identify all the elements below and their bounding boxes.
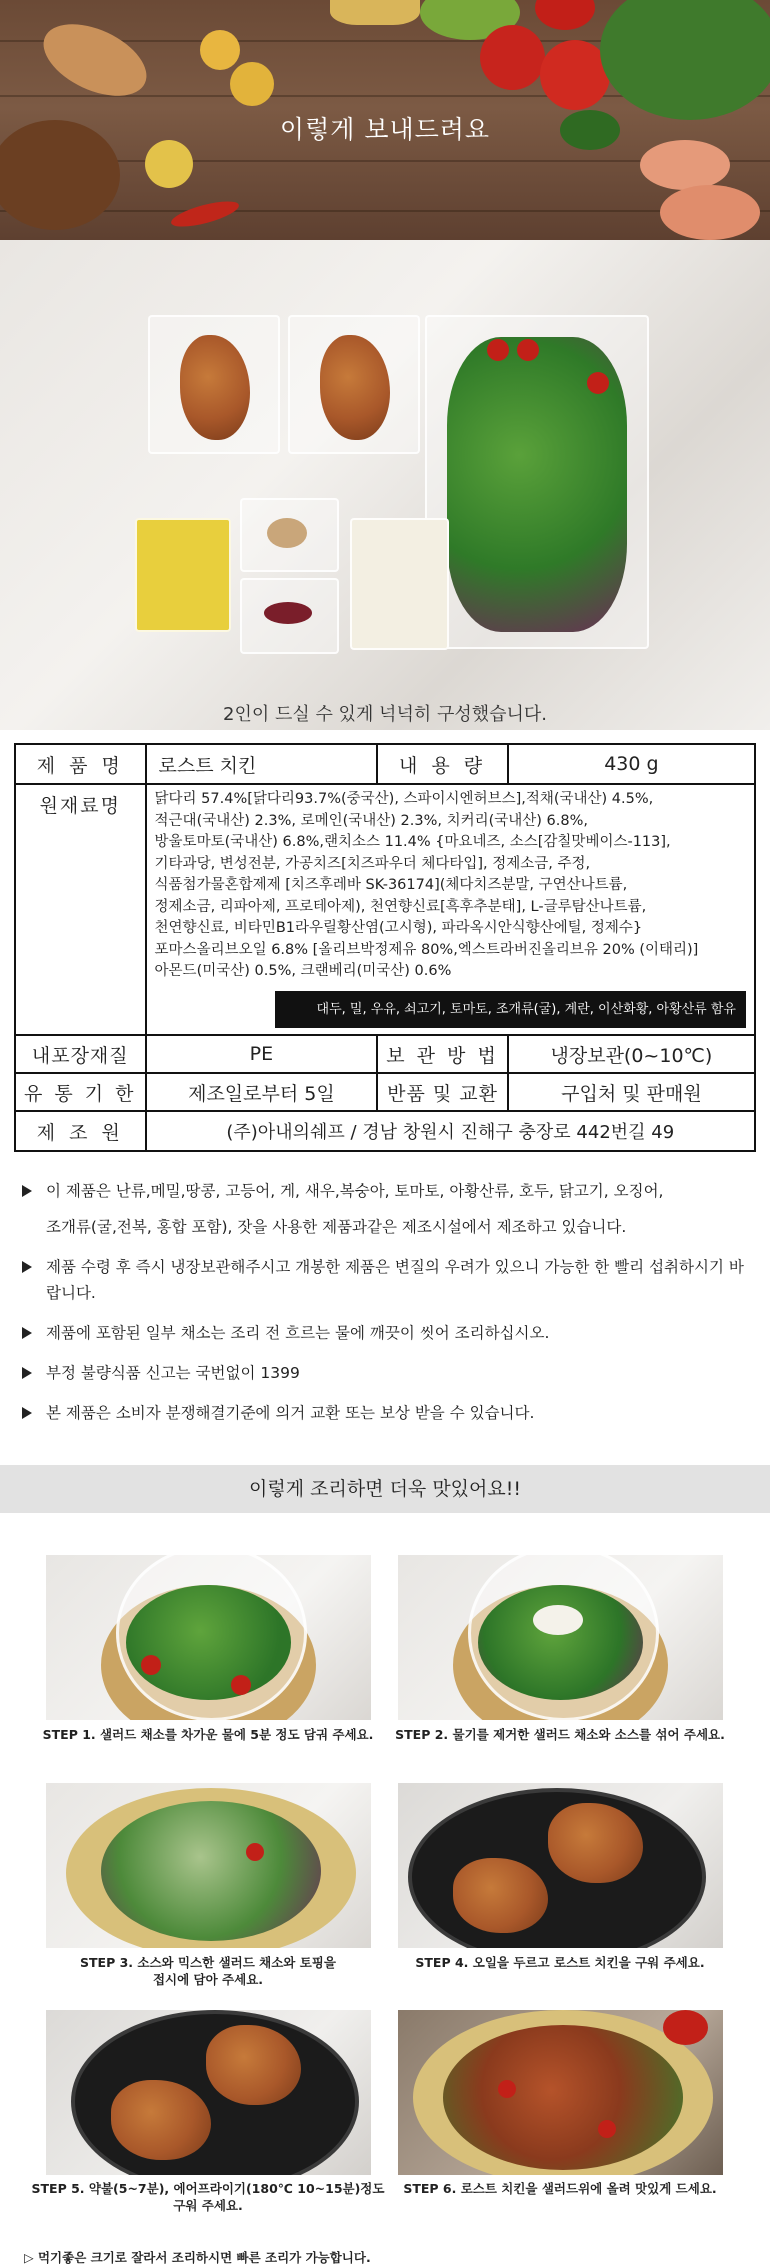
pepper-icon bbox=[330, 0, 420, 25]
step-4-caption: STEP 4. 오일을 두르고 로스트 치킨을 구워 주세요. bbox=[415, 1955, 705, 1970]
ingredients-line: 방울토마토(국내산) 6.8%,랜치소스 11.4% {마요네즈, 소스[감칠맛베이스-113], bbox=[154, 834, 671, 850]
tomato-icon bbox=[480, 25, 545, 90]
packaging-value: PE bbox=[146, 1035, 378, 1073]
packaging-label: 내포장재질 bbox=[15, 1035, 146, 1073]
notice-text: 부정 불량식품 신고는 국번없이 1399 bbox=[46, 1364, 300, 1382]
header-title: 이렇게 보내드려요 bbox=[279, 115, 491, 144]
sauce-pack-yellow bbox=[135, 518, 231, 632]
storage-label: 보 관 방 법 bbox=[377, 1035, 508, 1073]
expiry-value: 제조일로부터 5일 bbox=[146, 1073, 378, 1111]
storage-value: 냉장보관(0~10℃) bbox=[508, 1035, 755, 1073]
ingredients-line: 기타과당, 변성전분, 가공치즈[치즈파우더 체다타입], 정제소금, 주정, bbox=[154, 855, 591, 872]
shrimp-icon bbox=[660, 185, 760, 240]
lemon-icon bbox=[145, 140, 193, 188]
ingredients-cell bbox=[146, 784, 755, 1035]
refund-value: 구입처 및 판매원 bbox=[508, 1073, 755, 1111]
notice-item bbox=[22, 1320, 757, 1346]
ingredients-line: 정제소금, 리파아제, 프로테아제), 천연향신료[흑후추분태], L-글루탐산나트륨, bbox=[154, 898, 647, 915]
refund-label: 반품 및 교환 bbox=[377, 1073, 508, 1111]
bullet-triangle-icon bbox=[22, 1261, 32, 1273]
herb-icon bbox=[600, 0, 770, 120]
tomato-icon bbox=[535, 0, 595, 30]
step-2-image bbox=[398, 1555, 723, 1720]
cooking-banner bbox=[0, 1465, 770, 1513]
cranberry-pack bbox=[240, 578, 339, 654]
table-row bbox=[15, 1073, 755, 1111]
step-5-caption: STEP 5. 약불(5~7분), 에어프라이기(180℃ 10~15분)정도 구워 주세요. bbox=[31, 2181, 385, 2213]
notice-text: 본 제품은 소비자 분쟁해결기준에 의거 교환 또는 보상 받을 수 있습니다. bbox=[46, 1404, 535, 1422]
bullet-triangle-icon bbox=[22, 1327, 32, 1339]
chicken-pack bbox=[288, 315, 420, 454]
step-3-caption: STEP 3. 소스와 믹스한 샐러드 채소와 토핑을 접시에 담아 주세요. bbox=[80, 1955, 336, 1987]
notice-text: 이 제품은 난류,메밀,땅콩, 고등어, 게, 새우,복숭아, 토마토, 아황산류, 호두, 닭고기, 오징어, bbox=[46, 1182, 664, 1200]
table-row bbox=[15, 1035, 755, 1073]
photo-caption: 2인이 드실 수 있게 넉넉히 구성했습니다. bbox=[223, 704, 547, 725]
product-name-value: 로스트 치킨 bbox=[146, 744, 378, 784]
ingredients-label: 원재료명 bbox=[15, 784, 146, 1035]
step-1-image bbox=[46, 1555, 371, 1720]
product-name-label: 제 품 명 bbox=[15, 744, 146, 784]
ingredients-line: 적근대(국내산) 2.3%, 로메인(국내산) 2.3%, 치커리(국내산) 6.8%, bbox=[154, 812, 588, 829]
product-info-table bbox=[14, 743, 756, 1152]
step-4-image bbox=[398, 1783, 723, 1948]
step-6-image bbox=[398, 2010, 723, 2175]
notice-item bbox=[22, 1400, 757, 1426]
notice-item bbox=[22, 1178, 757, 1240]
step-2-caption: STEP 2. 물기를 제거한 샐러드 채소와 소스를 섞어 주세요. bbox=[395, 1727, 725, 1742]
cooking-footnote: ▷ 먹기좋은 크기로 잘라서 조리하시면 빠른 조리가 가능합니다. bbox=[24, 2250, 371, 2265]
allergy-notice: 대두, 밀, 우유, 쇠고기, 토마토, 조개류(굴), 계란, 이산화황, 아황산류 함유 bbox=[275, 991, 746, 1029]
chili-icon bbox=[169, 196, 241, 232]
product-photo bbox=[0, 240, 770, 730]
lemon-icon bbox=[230, 62, 274, 106]
chicken-pack bbox=[148, 315, 280, 454]
notice-item bbox=[22, 1254, 757, 1306]
ingredients-line: 천연향신료, 비타민B1라우릴황산염(고시형), 파라옥시안식향산에틸, 정제수} bbox=[154, 920, 643, 936]
notice-text: 제품에 포함된 일부 채소는 조리 전 흐르는 물에 깨끗이 씻어 조리하십시오. bbox=[46, 1324, 550, 1342]
table-row bbox=[15, 784, 755, 1035]
table-row bbox=[15, 744, 755, 784]
step-3-image bbox=[46, 1783, 371, 1948]
bullet-triangle-icon bbox=[22, 1367, 32, 1379]
shrimp-icon bbox=[640, 140, 730, 190]
ingredients-line: 아몬드(미국산) 0.5%, 크랜베리(미국산) 0.6% bbox=[154, 963, 452, 979]
bullet-triangle-icon bbox=[22, 1185, 32, 1197]
header-banner bbox=[0, 0, 770, 240]
ingredients-line: 포마스올리브오일 6.8% [올리브박정제유 80%,엑스트라버진올리브유 20% (이태리)] bbox=[154, 941, 699, 958]
sauce-pack-white bbox=[350, 518, 449, 650]
amount-label: 내 용 량 bbox=[377, 744, 508, 784]
cooking-title: 이렇게 조리하면 더욱 맛있어요!! bbox=[249, 1478, 521, 1500]
salad-pack bbox=[425, 315, 649, 649]
lemon-icon bbox=[200, 30, 240, 70]
step-1-caption: STEP 1. 샐러드 채소를 차가운 물에 5분 정도 담궈 주세요. bbox=[42, 1727, 374, 1742]
notice-list bbox=[22, 1178, 757, 1440]
ingredients-line: 닭다리 57.4%[닭다리93.7%(중국산), 스파이시엔허브스],적채(국내산) 4.5%, bbox=[154, 791, 654, 807]
ingredients-line: 식품첨가물혼합제제 [치즈후레바 SK-36174](체다치즈분말, 구연산나트륨, bbox=[154, 877, 628, 893]
notice-text: 조개류(굴,전복, 홍합 포함), 잣을 사용한 제품과같은 제조시설에서 제조하고 있습니다. bbox=[46, 1218, 627, 1236]
notice-text: 제품 수령 후 즉시 냉장보관해주시고 개봉한 제품은 변질의 우려가 있으니 가능한 한 빨리 섭취하시기 바랍니다. bbox=[46, 1258, 744, 1302]
topping-pack bbox=[240, 498, 339, 572]
maker-value: (주)아내의쉐프 / 경남 창원시 진해구 충장로 442번길 49 bbox=[146, 1111, 755, 1151]
amount-value: 430 g bbox=[508, 744, 755, 784]
bullet-triangle-icon bbox=[22, 1407, 32, 1419]
notice-item bbox=[22, 1360, 757, 1386]
step-5-image bbox=[46, 2010, 371, 2175]
expiry-label: 유 통 기 한 bbox=[15, 1073, 146, 1111]
step-6-caption: STEP 6. 로스트 치킨을 샐러드위에 올려 맛있게 드세요. bbox=[403, 2181, 717, 2196]
ingredients-text bbox=[155, 789, 746, 983]
table-row bbox=[15, 1111, 755, 1151]
maker-label: 제 조 원 bbox=[15, 1111, 146, 1151]
